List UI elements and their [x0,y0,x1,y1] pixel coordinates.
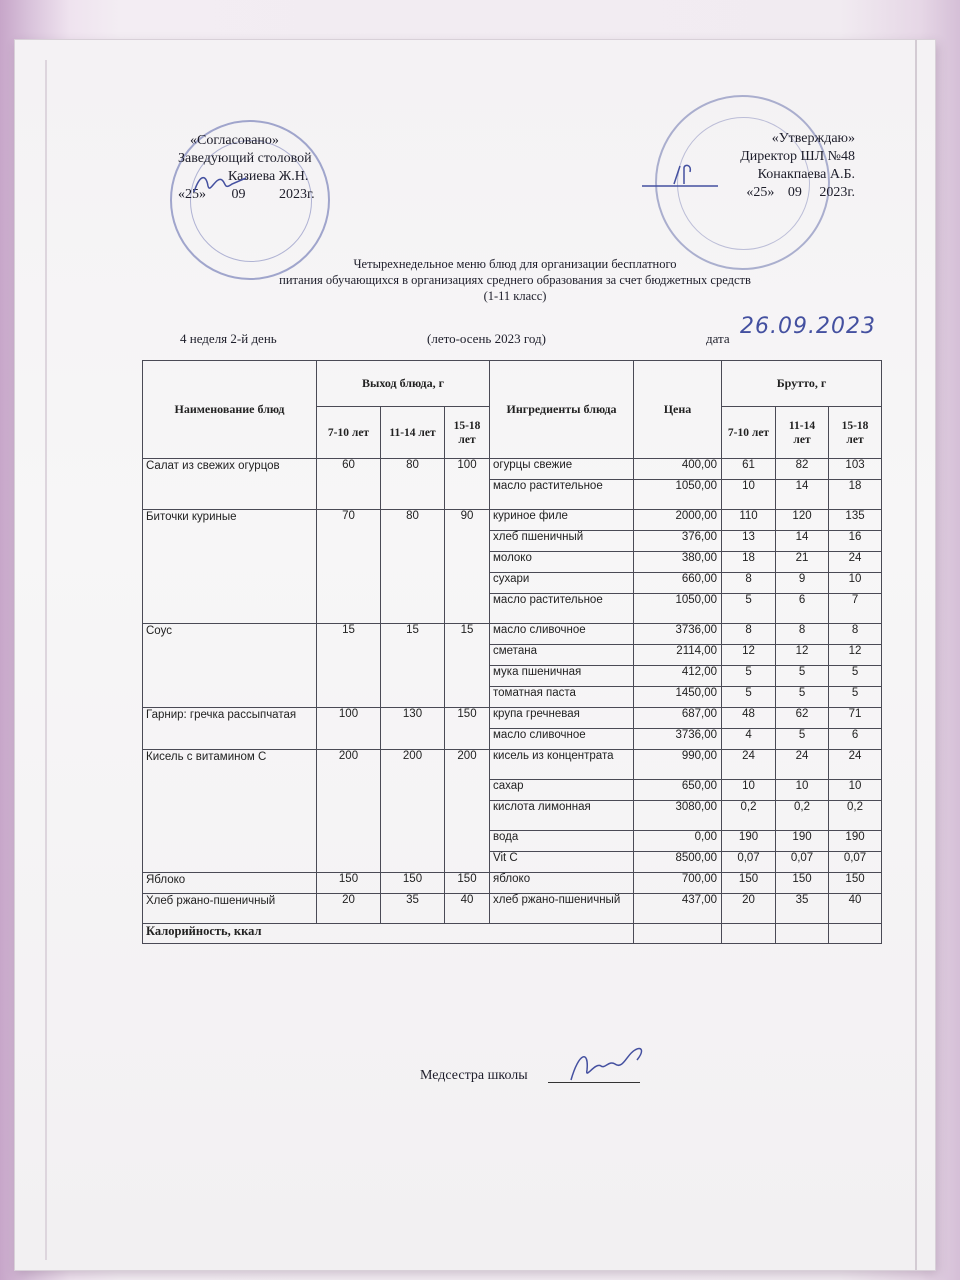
output-age1: 20 [317,894,381,924]
header-brutto-age3: 15-18 лет [829,407,882,459]
approval-left-date-month: 09 [231,187,246,202]
header-dish: Наименование блюд [143,361,317,459]
approval-left-line3: Казиева Ж.Н. [228,169,309,184]
title-line3: (1-11 класс) [483,289,547,303]
ingredient-price: 412,00 [634,666,722,687]
dish-name: Биточки куриные [143,510,317,624]
brutto-age1: 110 [722,510,776,531]
brutto-age2: 12 [776,645,829,666]
brutto-age3: 40 [829,894,882,924]
brutto-age2: 190 [776,831,829,852]
brutto-age3: 150 [829,873,882,894]
header-brutto-age1: 7-10 лет [722,407,776,459]
ingredient-price: 376,00 [634,531,722,552]
ingredient-price: 650,00 [634,780,722,801]
ingredient-price: 1050,00 [634,594,722,624]
table-row [143,624,882,645]
brutto-age1: 5 [722,666,776,687]
brutto-age3: 24 [829,750,882,780]
ingredient-name: вода [490,831,634,852]
output-age3: 150 [445,873,490,894]
ingredient-price: 660,00 [634,573,722,594]
ingredient-name: масло растительное [490,594,634,624]
brutto-age2: 120 [776,510,829,531]
brutto-age1: 190 [722,831,776,852]
brutto-age1: 8 [722,573,776,594]
handwritten-date: 26.09.2023 [740,314,876,339]
ingredient-name: томатная паста [490,687,634,708]
calories-cell [634,924,722,944]
approval-left-date-year: 2023г. [279,187,315,202]
sleeve-edge-right [915,40,917,1270]
ingredient-name: кислота лимонная [490,801,634,831]
output-age1: 60 [317,459,381,510]
dish-name: Соус [143,624,317,708]
brutto-age3: 10 [829,573,882,594]
output-age2: 80 [381,459,445,510]
ingredient-name: молоко [490,552,634,573]
date-label: дата [706,331,730,346]
ingredient-name: Vit C [490,852,634,873]
header-output-age1: 7-10 лет [317,407,381,459]
output-age3: 15 [445,624,490,708]
calories-row [143,924,882,944]
output-age1: 200 [317,750,381,873]
output-age3: 40 [445,894,490,924]
signature-right [640,160,720,190]
output-age2: 150 [381,873,445,894]
ingredient-price: 3736,00 [634,624,722,645]
header-brutto-age2: 11-14 лет [776,407,829,459]
brutto-age3: 6 [829,729,882,750]
ingredient-price: 437,00 [634,894,722,924]
brutto-age3: 7 [829,594,882,624]
dish-name: Гарнир: гречка рассыпчатая [143,708,317,750]
brutto-age1: 10 [722,780,776,801]
approval-right-line1: «Утверждаю» [771,131,855,146]
brutto-age2: 14 [776,531,829,552]
header-ingredients: Ингредиенты блюда [490,361,634,459]
ingredient-name: мука пшеничная [490,666,634,687]
brutto-age1: 0,2 [722,801,776,831]
brutto-age1: 4 [722,729,776,750]
ingredient-name: куриное филе [490,510,634,531]
ingredient-price: 400,00 [634,459,722,480]
output-age3: 90 [445,510,490,624]
brutto-age1: 150 [722,873,776,894]
brutto-age3: 24 [829,552,882,573]
ingredient-price: 1450,00 [634,687,722,708]
title-line1: Четырехнедельное меню блюд для организации бесплатного [353,257,677,271]
brutto-age3: 0,2 [829,801,882,831]
approval-left-date-day: «25» [178,187,206,202]
ingredient-price: 3736,00 [634,729,722,750]
dish-name: Яблоко [143,873,317,894]
signature-left [190,168,250,198]
brutto-age2: 62 [776,708,829,729]
brutto-age3: 10 [829,780,882,801]
table-row [143,873,882,894]
menu-table-body [143,459,882,924]
ingredient-name: яблоко [490,873,634,894]
header-price: Цена [634,361,722,459]
brutto-age3: 190 [829,831,882,852]
ingredient-name: кисель из концентрата [490,750,634,780]
brutto-age3: 103 [829,459,882,480]
ingredient-name: сахар [490,780,634,801]
ingredient-name: сухари [490,573,634,594]
brutto-age1: 24 [722,750,776,780]
output-age3: 150 [445,708,490,750]
ingredient-price: 990,00 [634,750,722,780]
brutto-age1: 13 [722,531,776,552]
nurse-label: Медсестра школы [420,1068,528,1083]
brutto-age2: 0,2 [776,801,829,831]
week-day: 4 неделя 2-й день [180,331,277,346]
header-output-age3: 15-18 лет [445,407,490,459]
approval-right-date-day: «25» [746,185,775,200]
output-age1: 100 [317,708,381,750]
output-age1: 70 [317,510,381,624]
brutto-age1: 61 [722,459,776,480]
brutto-age3: 8 [829,624,882,645]
approval-right-date-year: 2023г. [819,185,855,200]
brutto-age1: 8 [722,624,776,645]
brutto-age1: 5 [722,687,776,708]
season: (лето-осень 2023 год) [427,331,546,346]
ingredient-name: масло растительное [490,480,634,510]
approval-right-date-month: 09 [787,185,802,200]
brutto-age2: 6 [776,594,829,624]
brutto-age2: 8 [776,624,829,645]
ingredient-price: 8500,00 [634,852,722,873]
ingredient-price: 2114,00 [634,645,722,666]
output-age2: 15 [381,624,445,708]
brutto-age1: 48 [722,708,776,729]
header-output: Выход блюда, г [317,361,490,407]
output-age3: 200 [445,750,490,873]
brutto-age2: 14 [776,480,829,510]
table-row [143,894,882,924]
brutto-age2: 10 [776,780,829,801]
ingredient-name: сметана [490,645,634,666]
brutto-age1: 0,07 [722,852,776,873]
ingredient-name: масло сливочное [490,729,634,750]
brutto-age1: 5 [722,594,776,624]
sleeve-edge-left [45,60,47,1260]
menu-table [142,360,882,944]
table-row [143,750,882,780]
output-age2: 80 [381,510,445,624]
ingredient-price: 0,00 [634,831,722,852]
ingredient-name: масло сливочное [490,624,634,645]
output-age2: 130 [381,708,445,750]
table-row [143,510,882,531]
brutto-age2: 9 [776,573,829,594]
calories-cell [776,924,829,944]
brutto-age1: 18 [722,552,776,573]
ingredient-price: 2000,00 [634,510,722,531]
brutto-age2: 24 [776,750,829,780]
calories-cell [829,924,882,944]
output-age2: 200 [381,750,445,873]
brutto-age2: 0,07 [776,852,829,873]
output-age3: 100 [445,459,490,510]
brutto-age3: 0,07 [829,852,882,873]
ingredient-name: крупа гречневая [490,708,634,729]
ingredient-price: 687,00 [634,708,722,729]
brutto-age2: 21 [776,552,829,573]
brutto-age3: 16 [829,531,882,552]
dish-name: Салат из свежих огурцов [143,459,317,510]
ingredient-name: хлеб ржано-пшеничный [490,894,634,924]
brutto-age2: 5 [776,729,829,750]
brutto-age2: 82 [776,459,829,480]
output-age2: 35 [381,894,445,924]
ingredient-name: хлеб пшеничный [490,531,634,552]
document-title [150,256,880,304]
header-brutto: Брутто, г [722,361,882,407]
brutto-age2: 35 [776,894,829,924]
title-line2: питания обучающихся в организациях среднего образования за счет бюджетных средств [279,273,751,287]
brutto-age2: 150 [776,873,829,894]
dish-name: Хлеб ржано-пшеничный [143,894,317,924]
ingredient-price: 700,00 [634,873,722,894]
brutto-age3: 18 [829,480,882,510]
brutto-age3: 71 [829,708,882,729]
output-age1: 15 [317,624,381,708]
calories-label: Калорийность, ккал [143,924,634,944]
header-output-age2: 11-14 лет [381,407,445,459]
ingredient-price: 380,00 [634,552,722,573]
brutto-age3: 135 [829,510,882,531]
brutto-age1: 12 [722,645,776,666]
ingredient-price: 3080,00 [634,801,722,831]
ingredient-name: огурцы свежие [490,459,634,480]
table-row [143,708,882,729]
brutto-age1: 10 [722,480,776,510]
approval-right-line3: Конакпаева А.Б. [757,167,855,182]
dish-name: Кисель с витамином С [143,750,317,873]
approval-left-line1: «Согласовано» [190,133,279,148]
signature-nurse [565,1040,650,1090]
brutto-age2: 5 [776,687,829,708]
output-age1: 150 [317,873,381,894]
calories-cell [722,924,776,944]
brutto-age1: 20 [722,894,776,924]
approval-left-line2: Заведующий столовой [178,151,312,166]
approval-right-line2: Директор ШЛ №48 [740,149,855,164]
brutto-age2: 5 [776,666,829,687]
brutto-age3: 12 [829,645,882,666]
table-row [143,459,882,480]
brutto-age3: 5 [829,666,882,687]
brutto-age3: 5 [829,687,882,708]
ingredient-price: 1050,00 [634,480,722,510]
